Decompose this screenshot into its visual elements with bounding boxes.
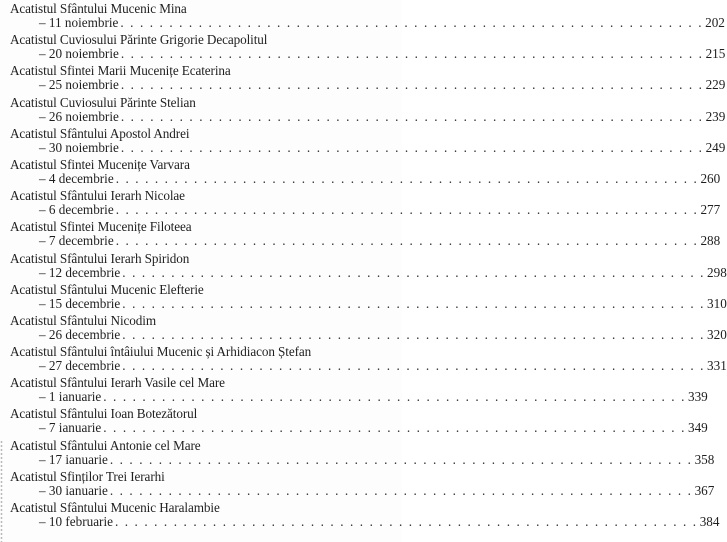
toc-entry	[10, 32, 726, 63]
toc-dot-leader: . . . . . . . . . . . . . . . . . . . . . . . . . . . . . . . . . . . . . . . . . . . . . . . . . . . . . . . . . . . .	[122, 264, 706, 280]
toc-entry-page-number: 288	[700, 233, 721, 249]
toc-entry	[10, 437, 715, 469]
toc-entry-date-line	[39, 77, 726, 93]
toc-entry-page-number: 229	[705, 77, 726, 93]
toc-entry	[10, 219, 721, 250]
toc-dot-leader: . . . . . . . . . . . . . . . . . . . . . . . . . . . . . . . . . . . . . . . . . . . . . . . . . . . . . . . . . . . .	[109, 482, 693, 498]
toc-dot-leader: . . . . . . . . . . . . . . . . . . . . . . . . . . . . . . . . . . . . . . . . . . . . . . . . . . . . . . . . . . . .	[122, 326, 706, 342]
toc-entry-date-line	[39, 482, 715, 499]
toc-entry	[10, 1, 725, 32]
toc-dot-leader: . . . . . . . . . . . . . . . . . . . . . . . . . . . . . . . . . . . . . . . . . . . . . . . . . . . . . . . . . . . .	[120, 15, 704, 30]
toc-entry	[10, 188, 721, 219]
toc-entry-page-number: 298	[707, 264, 727, 280]
toc-entry-date: – 6 decembrie	[39, 202, 114, 218]
toc-entry-date: – 30 noiembrie	[39, 139, 119, 155]
toc-entry	[10, 63, 726, 94]
toc-entry-title: Acatistul Sfântului Nicodim	[10, 312, 157, 328]
toc-entry-date: – 26 decembrie	[39, 326, 121, 342]
toc-entry-title: Acatistul Cuviosului Părinte Stelian	[10, 94, 196, 110]
toc-entry-title: Acatistul Cuviosului Părinte Grigorie Decapolitul	[10, 32, 268, 48]
toc-entry	[10, 344, 727, 375]
toc-entry-page-number: 202	[705, 15, 725, 30]
toc-entry-date-line	[39, 264, 727, 281]
toc-entry-date-line	[39, 139, 726, 156]
toc-entry-date-line	[39, 326, 727, 343]
toc-entry-page-number: 277	[700, 202, 721, 218]
toc-entry-page-number: 331	[707, 358, 727, 374]
toc-entry-page-number: 349	[687, 420, 708, 436]
toc-entry-title: Acatistul Sfântului Ierarh Vasile cel Mare	[10, 375, 225, 391]
toc-entry-date: – 27 decembrie	[39, 358, 121, 374]
toc-entry-date: – 7 decembrie	[39, 233, 114, 249]
toc-entry-date: – 4 decembrie	[39, 170, 114, 186]
toc-entry-title: Acatistul Sfântului Mucenic Mina	[10, 1, 187, 16]
toc-dot-leader: . . . . . . . . . . . . . . . . . . . . . . . . . . . . . . . . . . . . . . . . . . . . . . . . . . . . . . . . . . . .	[115, 233, 699, 249]
toc-entry-page-number: 320	[707, 326, 727, 342]
toc-entry	[10, 500, 720, 531]
toc-dot-leader: . . . . . . . . . . . . . . . . . . . . . . . . . . . . . . . . . . . . . . . . . . . . . . . . . . . . . . . . . . . .	[114, 514, 698, 529]
toc-entry-title: Acatistul Sfintei Marii Mucenițe Ecaterina	[10, 63, 231, 79]
toc-entry-date: – 12 decembrie	[39, 264, 121, 280]
toc-entry-title: Acatistul Sfântului Antonie cel Mare	[10, 437, 201, 453]
toc-entry-title: Acatistul Sfântului Ierarh Spiridon	[10, 250, 190, 266]
toc-dot-leader: . . . . . . . . . . . . . . . . . . . . . . . . . . . . . . . . . . . . . . . . . . . . . . . . . . . . . . . . . . . .	[120, 46, 704, 62]
toc-entry-date-line	[39, 358, 727, 374]
toc-entry-page-number: 367	[694, 482, 715, 498]
toc-entry-date: – 30 ianuarie	[39, 482, 108, 498]
toc-entry-date: – 1 ianuarie	[39, 389, 102, 405]
toc-dot-leader: . . . . . . . . . . . . . . . . . . . . . . . . . . . . . . . . . . . . . . . . . . . . . . . . . . . . . . . . . . . .	[120, 77, 704, 93]
toc-entry-date-line	[39, 295, 727, 312]
toc-entry-date-line	[39, 514, 720, 530]
toc-entry-page-number: 310	[707, 295, 727, 311]
toc-entry-title: Acatistul Sfântului Ierarh Nicolae	[10, 188, 185, 204]
toc-entry-date-line	[39, 170, 721, 187]
toc-entry-page-number: 384	[699, 514, 720, 529]
toc-entry-title: Acatistul Sfântului Mucenic Elefterie	[10, 281, 204, 297]
toc-entry	[10, 94, 726, 126]
toc-entry-title: Acatistul Sfântului întâiului Mucenic și Arhidiacon Ștefan	[10, 344, 312, 360]
toc-entry	[10, 468, 715, 500]
toc-entry-date: – 20 noiembrie	[39, 46, 119, 62]
toc-dot-leader: . . . . . . . . . . . . . . . . . . . . . . . . . . . . . . . . . . . . . . . . . . . . . . . . . . . . . . . . . . . .	[103, 389, 686, 405]
toc-entry	[10, 281, 727, 313]
toc-entry	[10, 156, 721, 188]
toc-dot-leader: . . . . . . . . . . . . . . . . . . . . . . . . . . . . . . . . . . . . . . . . . . . . . . . . . . . . . . . . . . . .	[120, 139, 704, 155]
toc-entry-title: Acatistul Sfântului Ioan Botezătorul	[10, 406, 198, 422]
toc-dot-leader: . . . . . . . . . . . . . . . . . . . . . . . . . . . . . . . . . . . . . . . . . . . . . . . . . . . . . . . . . . . .	[115, 170, 699, 186]
toc-entry-page-number: 215	[705, 46, 726, 62]
toc-entry-date-line	[39, 46, 726, 62]
toc-dot-leader: . . . . . . . . . . . . . . . . . . . . . . . . . . . . . . . . . . . . . . . . . . . . . . . . . . . . . . . . . . . .	[109, 451, 693, 467]
toc-entry-date-line	[39, 233, 721, 249]
toc-entry-title: Acatistul Sfinților Trei Ierarhi	[10, 468, 165, 484]
toc-entry-page-number: 239	[705, 108, 726, 124]
toc-entry-date: – 15 decembrie	[39, 295, 121, 311]
toc-entry-page-number: 339	[687, 389, 708, 405]
toc-entry-date-line	[39, 15, 725, 31]
toc-entry	[10, 375, 708, 406]
toc-entry-title: Acatistul Sfintei Mucenițe Filoteea	[10, 219, 192, 235]
toc-entry-date: – 10 februarie	[39, 514, 113, 529]
toc-entry-title: Acatistul Sfintei Mucenițe Varvara	[10, 156, 190, 172]
toc-dot-leader: . . . . . . . . . . . . . . . . . . . . . . . . . . . . . . . . . . . . . . . . . . . . . . . . . . . . . . . . . . . .	[103, 420, 686, 436]
toc-entry-date-line	[39, 420, 708, 436]
toc-entry-date: – 17 ianuarie	[39, 451, 108, 467]
toc-entry-title: Acatistul Sfântului Apostol Andrei	[10, 125, 190, 141]
toc-dot-leader: . . . . . . . . . . . . . . . . . . . . . . . . . . . . . . . . . . . . . . . . . . . . . . . . . . . . . . . . . . . .	[115, 202, 699, 218]
toc-entry-date-line	[39, 202, 721, 218]
toc-entry	[10, 125, 726, 157]
toc-dot-leader: . . . . . . . . . . . . . . . . . . . . . . . . . . . . . . . . . . . . . . . . . . . . . . . . . . . . . . . . . . . .	[122, 358, 706, 374]
toc-entry-date: – 26 noiembrie	[39, 108, 119, 124]
page-edge-texture	[0, 440, 3, 542]
toc-dot-leader: . . . . . . . . . . . . . . . . . . . . . . . . . . . . . . . . . . . . . . . . . . . . . . . . . . . . . . . . . . . .	[122, 295, 706, 311]
toc-entry	[10, 406, 708, 437]
toc-entry-page-number: 358	[694, 451, 715, 467]
table-of-contents	[10, 1, 727, 531]
toc-entry-date-line	[39, 451, 715, 468]
toc-entry-date-line	[39, 389, 708, 405]
toc-entry	[10, 250, 727, 282]
toc-entry-page-number: 260	[700, 170, 721, 186]
toc-entry-date-line	[39, 108, 726, 125]
toc-entry-title: Acatistul Sfântului Mucenic Haralambie	[10, 500, 220, 515]
toc-entry-date: – 7 ianuarie	[39, 420, 102, 436]
toc-dot-leader: . . . . . . . . . . . . . . . . . . . . . . . . . . . . . . . . . . . . . . . . . . . . . . . . . . . . . . . . . . . .	[120, 108, 704, 124]
toc-entry-page-number: 249	[705, 139, 726, 155]
toc-entry-date: – 11 noiembrie	[39, 15, 119, 30]
toc-entry-date: – 25 noiembrie	[39, 77, 119, 93]
toc-entry	[10, 312, 727, 344]
